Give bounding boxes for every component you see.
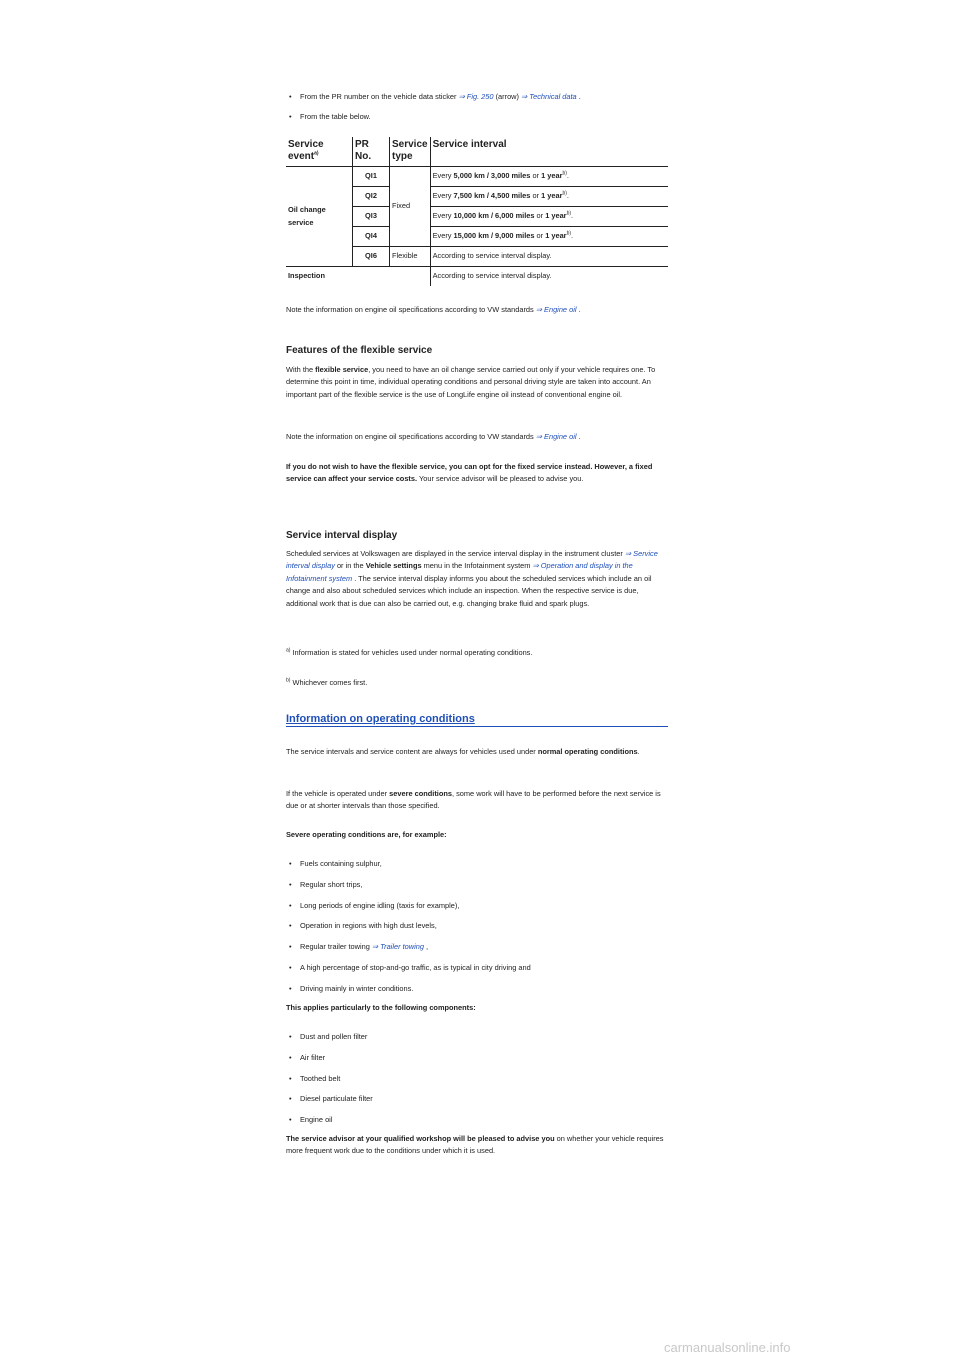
table-row [286,167,668,187]
intro-bullet: • From the PR number on the vehicle data sticker ⇒ Fig. 250 (arrow) ⇒ Technical data . [286,91,668,103]
fixed-service-paragraph: If you do not wish to have the flexible service, you can opt for the fixed service instead. However, a fixed service can affect your service costs. Your service advisor will be pleased to advise you. [286,462,653,484]
severe-conditions-list [286,858,668,995]
interval-cell: Every 10,000 km / 6,000 miles or 1 year$^{b)}$. [430,207,668,227]
flexible-oil-note: Note the information on engine oil specifications according to VW standards ⇒ Engine oil . [286,432,581,441]
list-item: • Regular short trips, [286,879,668,891]
pr-cell: QI4 [353,227,390,247]
list-item: • Dust and pollen filter [286,1031,668,1043]
pr-cell: QI2 [353,187,390,207]
oil-change-cell: Oil change service [286,167,353,267]
list-item: • Toothed belt [286,1073,668,1085]
service-interval-display-paragraph: Scheduled services at Volkswagen are displayed in the service interval display in the instrument cluster ⇒ Service interval display or in the Vehicle settings menu in the Infotainment system ⇒ Operation and display in the Infotainment system . The service interval display informs you about the scheduled services which include an oil change and also about scheduled services which include an inspection. When the respective service is due, additional work that is due can also be carried out, e.g. changing brake fluid and spark plugs. [286,549,658,608]
engine-oil-note: Note the information on engine oil specifications according to VW standards ⇒ Engine oil . [286,305,581,314]
type-cell: Flexible [390,247,431,267]
list-item: • Driving mainly in winter conditions. [286,983,668,995]
trailer-towing-link[interactable]: ⇒ Trailer towing [371,942,424,952]
list-item: • Engine oil [286,1114,668,1126]
flexible-service-heading: Features of the flexible service [286,345,433,356]
list-item: • Fuels containing sulphur, [286,858,668,870]
header-service-event: Service event$^{a)}$ [286,137,353,167]
footnote-b: $^{b)}$ Whichever comes first. [286,677,368,687]
infotainment-link[interactable]: ⇒ Operation and display in the Infotainment system [286,561,633,583]
components-heading: This applies particularly to the following components: [286,1003,476,1012]
pr-cell: QI3 [353,207,390,227]
severe-conditions-paragraph: If the vehicle is operated under severe conditions, some work will have to be performed before the next service is due or at shorter intervals than those specified. [286,789,661,811]
header-service-type: Service type [390,137,431,167]
interval-cell: Every 15,000 km / 9,000 miles or 1 year$^{b)}$. [430,227,668,247]
header-service-interval: Service interval [430,137,668,167]
list-item: • Diesel particulate filter [286,1093,668,1105]
interval-cell: Every 7,500 km / 4,500 miles or 1 year$^{b)}$. [430,187,668,207]
interval-cell: According to service interval display. [430,267,668,287]
service-table [286,137,668,286]
pr-cell: QI6 [353,247,390,267]
final-paragraph: The service advisor at your qualified workshop will be pleased to advise you on whether your vehicle requires more frequent work due to the conditions under which it is used. [286,1134,664,1156]
table-row [286,267,668,287]
header-pr-no: PR No. [353,137,390,167]
flexible-service-paragraph: With the flexible service, you need to have an oil change service carried out only if your vehicle requires one. To determine this point in time, individual operating conditions and personal driving style are taken into account. An important part of the flexible service is the use of LongLife engine oil instead of conventional engine oil. [286,365,656,399]
intro-bullet-list [286,91,668,124]
list-item: • Regular trailer towing ⇒ Trailer towing , [286,941,668,953]
inspection-cell: Inspection [288,271,325,281]
pr-cell: QI1 [353,167,390,187]
severe-heading: Severe operating conditions are, for example: [286,830,447,839]
intro-bullet: • From the table below. [286,111,668,123]
engine-oil-link[interactable]: ⇒ Engine oil [535,305,577,314]
watermark-text: carmanualsonline.info [664,1340,791,1355]
interval-cell: Every 5,000 km / 3,000 miles or 1 year$^{b)}$. [430,167,668,187]
fixed-cell: Fixed [390,167,431,247]
footnote-a: $^{a)}$ Information is stated for vehicles used under normal operating conditions. [286,647,533,657]
normal-conditions-paragraph: The service intervals and service content are always for vehicles used under normal operating conditions. [286,747,640,756]
interval-cell: According to service interval display. [430,247,668,267]
components-list [286,1031,668,1127]
list-item: • Air filter [286,1052,668,1064]
service-interval-display-link[interactable]: ⇒ Service interval display [286,549,658,571]
fig-250-link[interactable]: ⇒ Fig. 250 [458,92,494,101]
technical-data-link[interactable]: ⇒ Technical data [521,92,577,101]
list-item: • A high percentage of stop-and-go traffic, as is typical in city driving and [286,962,668,974]
operating-conditions-heading: Information on operating conditions [286,713,668,727]
list-item: • Long periods of engine idling (taxis for example), [286,900,668,912]
list-item: • Operation in regions with high dust levels, [286,920,668,932]
engine-oil-link[interactable]: ⇒ Engine oil [535,432,577,441]
service-interval-display-heading: Service interval display [286,530,398,541]
